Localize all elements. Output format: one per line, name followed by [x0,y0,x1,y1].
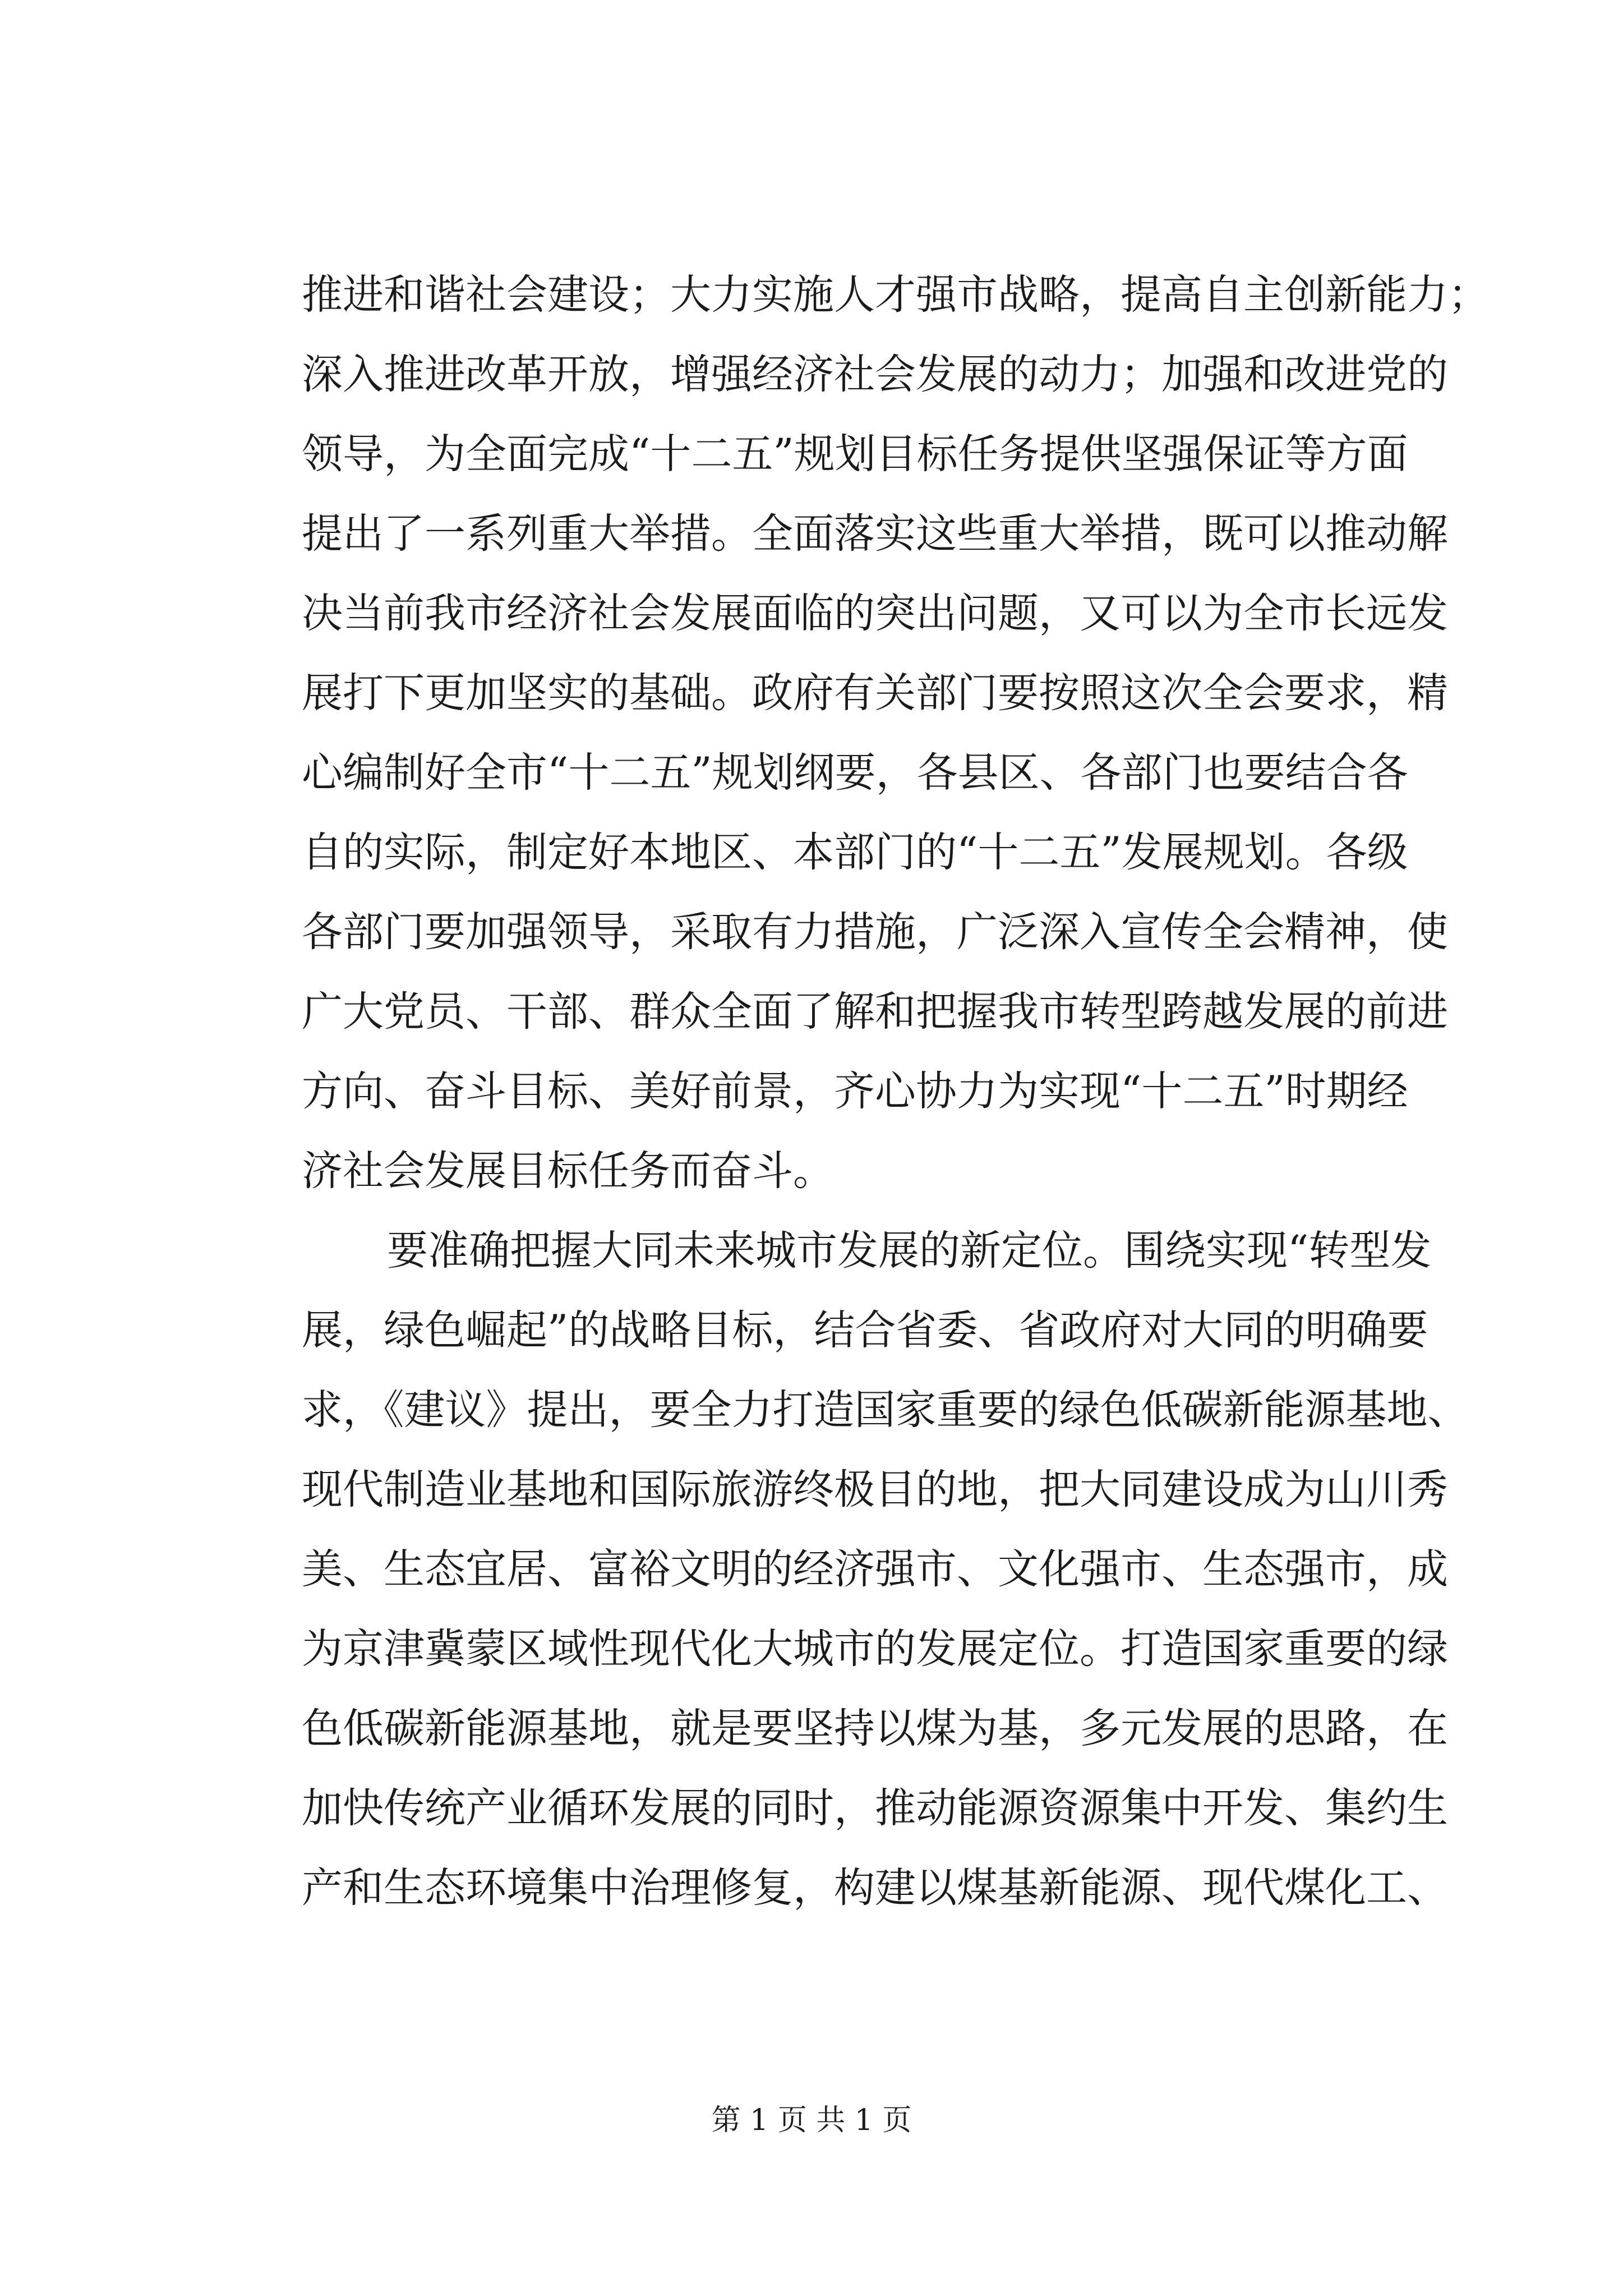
paragraph-2 [302,1211,1469,1928]
page-footer: 第 1 页 共 1 页 [711,2104,912,2137]
text-line: 深入推进改革开放，增强经济社会发展的动力；加强和改进党的 [302,351,1448,398]
text-line: 济社会发展目标任务而奋斗。 [302,1147,834,1195]
text-line: 产和生态环境集中治理修复，构建以煤基新能源、现代煤化工、 [302,1864,1448,1912]
text-line: 要准确把握大同未来城市发展的新定位。围绕实现“转型发 [387,1227,1432,1274]
text-line: 求，《建议》提出，要全力打造国家重要的绿色低碳新能源基地、 [302,1386,1469,1434]
text-line: 推进和谐社会建设；大力实施人才强市战略，提高自主创新能力； [302,271,1489,319]
text-line: 各部门要加强领导，采取有力措施，广泛深入宣传全会精神，使 [302,908,1448,956]
text-line: 方向、奋斗目标、美好前景，齐心协力为实现“十二五”时期经 [302,1068,1408,1115]
text-line: 心编制好全市“十二五”规划纲要，各县区、各部门也要结合各 [302,749,1408,797]
text-line: 为京津冀蒙区域性现代化大城市的发展定位。打造国家重要的绿 [302,1625,1448,1673]
text-line: 领导，为全面完成“十二五”规划目标任务提供坚强保证等方面 [302,430,1408,478]
text-line: 决当前我市经济社会发展面临的突出问题，又可以为全市长远发 [302,590,1448,637]
text-line: 现代制造业基地和国际旅游终极目的地，把大同建设成为山川秀 [302,1466,1448,1513]
text-line: 展，绿色崛起”的战略目标，结合省委、省政府对大同的明确要 [302,1306,1428,1354]
paragraph-1 [302,255,1489,1211]
text-line: 加快传统产业循环发展的同时，推动能源资源集中开发、集约生 [302,1784,1448,1832]
document-body [302,255,1489,1928]
text-line: 提出了一系列重大举措。全面落实这些重大举措，既可以推动解 [302,510,1448,558]
text-line: 展打下更加坚实的基础。政府有关部门要按照这次全会要求，精 [302,669,1448,717]
text-line: 广大党员、干部、群众全面了解和把握我市转型跨越发展的前进 [302,988,1448,1036]
text-line: 美、生态宜居、富裕文明的经济强市、文化强市、生态强市，成 [302,1545,1448,1593]
text-line: 自的实际，制定好本地区、本部门的“十二五”发展规划。各级 [302,829,1408,876]
text-line: 色低碳新能源基地，就是要坚持以煤为基，多元发展的思路，在 [302,1705,1448,1752]
